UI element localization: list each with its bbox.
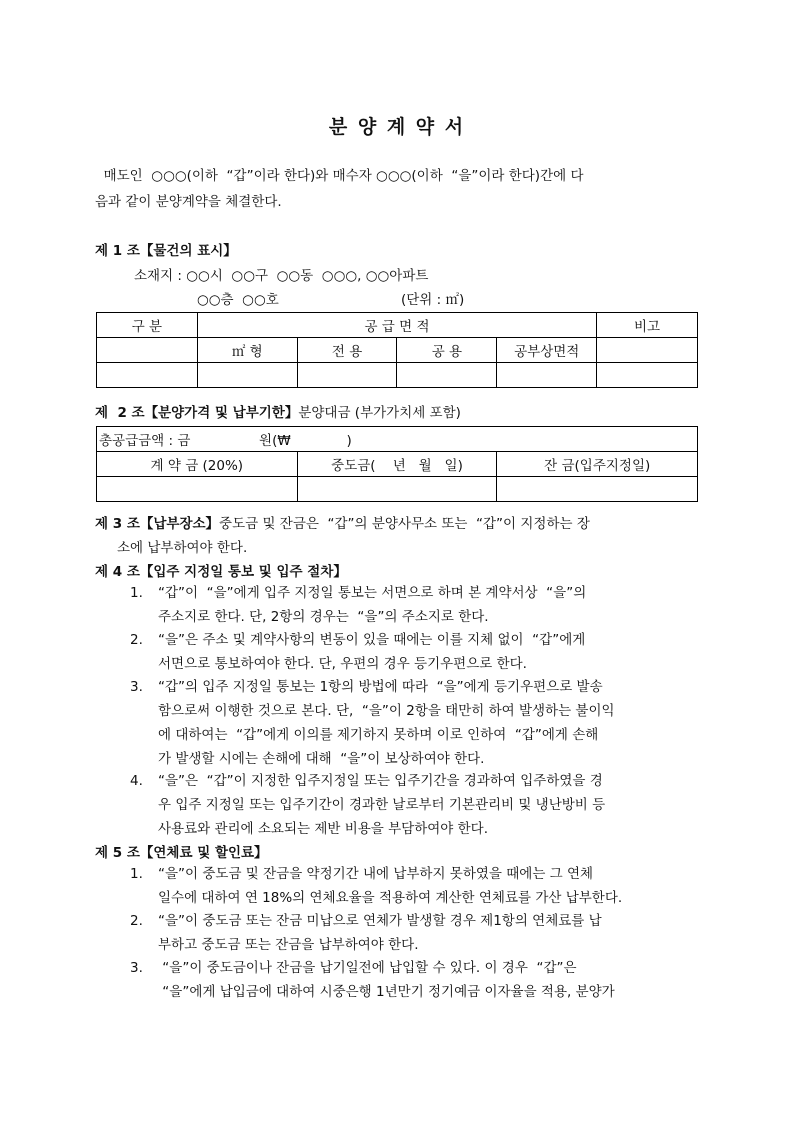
clause-line: 일수에 대하여 연 18%의 연체요율을 적용하여 계산한 연체료를 가산 납부한다. [158, 890, 623, 906]
header-interim: 중도금( 년 월 일) [297, 452, 497, 477]
clause-line: “을”이 중도금이나 잔금을 납기일전에 납입할 수 있다. 이 경우 “갑”은 [158, 960, 577, 976]
table-cell [97, 477, 298, 502]
clause-line: “을”에게 납입금에 대하여 시중은행 1년만기 정기예금 이자율을 적용, 분양가 [158, 984, 615, 1000]
clause-line: 함으로써 이행한 것으로 본다. 단, “을”이 2항을 태만히 하여 발생하는 불이익 [158, 703, 615, 719]
subheader-exclusive: 전 용 [297, 338, 397, 363]
subheader-type: ㎡ 형 [197, 338, 297, 363]
clause-number: 3. [130, 960, 143, 976]
clause-text [158, 909, 698, 957]
clause-line: “갑”이 “을”에게 입주 지정일 통보는 서면으로 하며 본 계약서상 “을”의 [158, 585, 587, 601]
clause-item [130, 909, 698, 956]
clause-number: 1. [130, 585, 143, 601]
intro-line: 매도인 ○○○(이하 “갑”이라 한다)와 매수자 ○○○(이하 “을”이라 한다)간에 다 [95, 168, 584, 184]
table-cell [197, 363, 297, 388]
clause-item [130, 862, 698, 909]
document-title: 분 양 계 약 서 [328, 116, 466, 138]
table-cell [497, 477, 698, 502]
clause-line: 부하고 중도금 또는 잔금을 납부하여야 한다. [158, 937, 419, 953]
clause-line: 가 발생할 시에는 손해에 대해 “을”이 보상하여야 한다. [158, 751, 485, 767]
intro-line: 음과 같이 분양계약을 체결한다. [95, 194, 282, 210]
header-supply-area: 공 급 면 적 [197, 313, 596, 338]
subheader-registered-area: 공부상면적 [497, 338, 597, 363]
intro-paragraph [95, 163, 698, 215]
price-table [96, 426, 698, 502]
table-cell [97, 363, 198, 388]
article2-heading-line [95, 401, 461, 421]
table-cell [397, 363, 497, 388]
clause-item [130, 628, 698, 675]
clause-item [130, 956, 698, 1003]
unit-note: (단위 : ㎡) [401, 292, 465, 308]
clause-text [158, 675, 698, 771]
clause-item [130, 675, 698, 769]
clause-line: “을”은 주소 및 계약사항의 변동이 있을 때에는 이를 지체 없이 “갑”에게 [158, 632, 586, 648]
clause-line: 서면으로 통보하여야 한다. 단, 우편의 경우 등기우편으로 한다. [158, 656, 527, 672]
clause-line: “을”이 중도금 및 잔금을 약정기간 내에 납부하지 못하였을 때에는 그 연체 [158, 866, 594, 882]
clause-item [130, 581, 698, 628]
article3 [95, 512, 698, 560]
clause-number: 1. [130, 866, 143, 882]
clause-number: 2. [130, 632, 143, 648]
clause-number: 2. [130, 913, 143, 929]
total-supply-amount: 총공급금액 : 금 원(₩ ) [97, 427, 698, 452]
unit-line: ○○층 ○○호 [197, 292, 279, 308]
clause-text [158, 769, 698, 841]
table-cell [297, 477, 497, 502]
clause-line: “을”은 “갑”이 지정한 입주지정일 또는 입주기간을 경과하여 입주하였을 경 [158, 773, 603, 789]
table-cell [297, 363, 397, 388]
article5-heading: 제 5 조【연체료 및 할인료】 [95, 845, 268, 861]
article3-line: 소에 납부하여야 한다. [117, 540, 248, 556]
clause-text [158, 956, 698, 1004]
clause-text [158, 581, 698, 629]
article2-heading-tail: 분양대금 (부가가치세 포함) [298, 405, 461, 421]
clause-number: 3. [130, 679, 143, 695]
article3-text: 중도금 및 잔금은 “갑”의 분양사무소 또는 “갑”이 지정하는 장 [219, 516, 590, 532]
article3-heading: 제 3 조【납부장소】 [95, 516, 220, 532]
subheader-common: 공 용 [397, 338, 497, 363]
header-note: 비고 [597, 313, 698, 338]
table-cell [597, 363, 698, 388]
header-gubun: 구 분 [97, 313, 198, 338]
clause-line: 사용료와 관리에 소요되는 제반 비용을 부담하여야 한다. [158, 821, 488, 837]
article1-heading: 제 1 조【물건의 표시】 [95, 243, 237, 259]
clause-line: 우 입주 지정일 또는 입주기간이 경과한 날로부터 기본관리비 및 냉난방비 등 [158, 797, 606, 813]
clause-line: 주소지로 한다. 단, 2항의 경우는 “을”의 주소지로 한다. [158, 609, 489, 625]
table-cell [597, 338, 698, 363]
clause-item [130, 769, 698, 840]
clause-line: “갑”의 입주 지정일 통보는 1항의 방법에 따라 “을”에게 등기우편으로 발송 [158, 679, 603, 695]
article3-line [95, 512, 698, 536]
location-line: 소재지 : ○○시 ○○구 ○○동 ○○○, ○○아파트 [134, 268, 429, 284]
header-deposit: 계 약 금 (20%) [97, 452, 298, 477]
clause-number: 4. [130, 773, 143, 789]
clause-line: “을”이 중도금 또는 잔금 미납으로 연체가 발생할 경우 제1항의 연체료를 납 [158, 913, 602, 929]
article2-heading: 제 2 조【분양가격 및 납부기한】 [95, 405, 299, 421]
property-table [96, 312, 698, 388]
header-balance: 잔 금(입주지정일) [497, 452, 698, 477]
table-cell [497, 363, 597, 388]
clause-line: 에 대하여는 “갑”에게 이의를 제기하지 못하며 이로 인하여 “갑”에게 손해 [158, 727, 599, 743]
table-cell [97, 338, 198, 363]
clause-text [158, 862, 698, 910]
clause-text [158, 628, 698, 676]
article4-heading: 제 4 조【입주 지정일 통보 및 입주 절차】 [95, 564, 347, 580]
